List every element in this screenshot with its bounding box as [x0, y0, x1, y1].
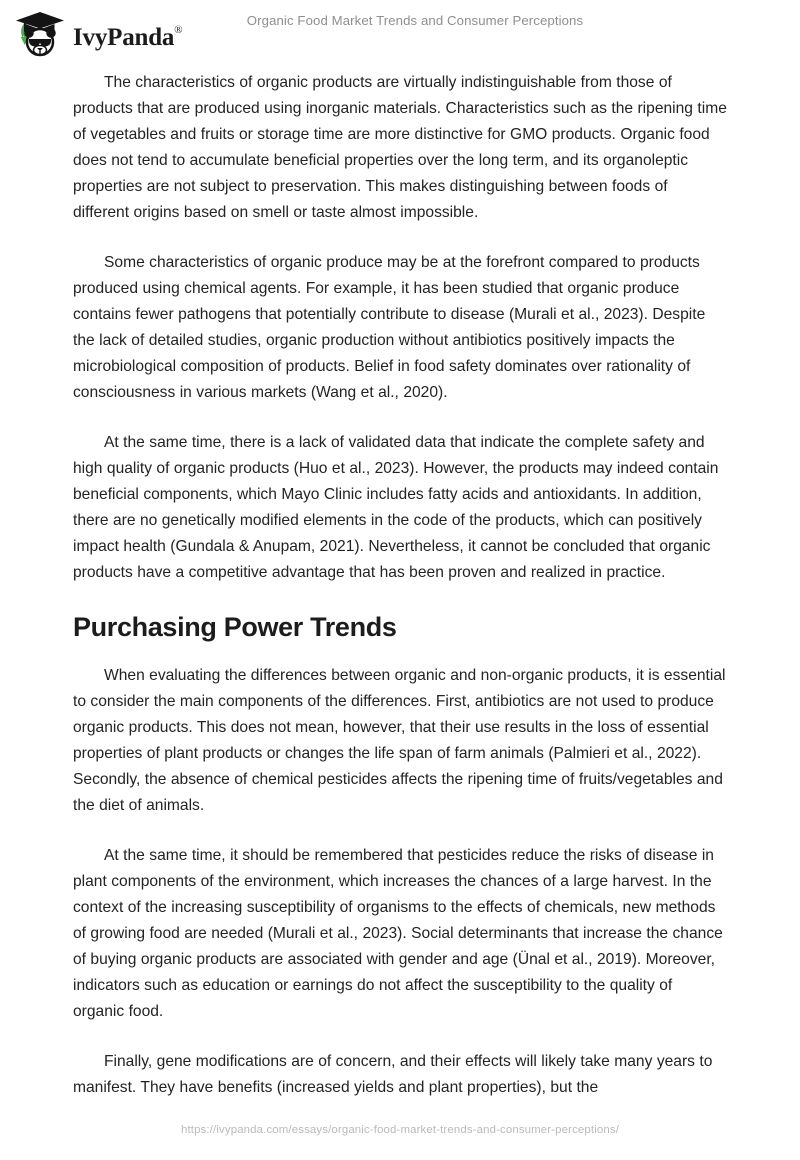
paragraph: Some characteristics of organic produce may be at the forefront compared to products produced using chemical agents. For example, it has been studied that organic produce contains fewer pathogens that potentially contribute to disease (Murali et al., 2023). Despite the lack of detailed studies, organic production without antibiotics positively impacts the microbiological composition of products. Belief in food safety dominates over rationality of consciousness in various markets (Wang et al., 2020). — [73, 254, 706, 401]
paragraph: Finally, gene modifications are of concern, and their effects will likely take many years to manifest. They have benefits (increased yields and plant properties), but the — [73, 1053, 713, 1096]
paragraph: At the same time, it should be remembered that pesticides reduce the risks of disease in plant components of the environment, which increases the chances of a large harvest. In the context of the increasing susceptibility of organisms to the effects of chemicals, new methods of growing food are needed (Murali et al., 2023). Social determinants that increase the chance of buying organic products are associated with gender and age (Ünal et al., 2019). Moreover, indicators such as education or earnings do not affect the susceptibility to the quality of organic food. — [73, 847, 723, 1020]
document-title: Organic Food Market Trends and Consumer Perceptions — [246, 13, 584, 28]
source-url-link[interactable]: https://ivypanda.com/essays/organic-food-market-trends-and-consumer-perceptions/ — [180, 1124, 620, 1136]
brand-name-text: IvyPanda — [73, 23, 175, 51]
paragraph: The characteristics of organic products are virtually indistinguishable from those of products that are produced using inorganic materials. Characteristics such as the ripening time of vegetables and fruits or storage time are more distinctive for GMO products. Organic food does not tend to accumulate beneficial properties over the long term, and its organoleptic properties are not subject to preservation. This makes distinguishing between foods of different origins based on smell or taste almost impossible. — [73, 74, 727, 221]
paragraph: At the same time, there is a lack of validated data that indicate the complete safety and high quality of organic products (Huo et al., 2023). However, the products may indeed contain beneficial components, which Mayo Clinic includes fatty acids and antioxidants. In addition, there are no genetically modified elements in the code of the products, which can positively impact health (Gundala & Anupam, 2021). Nevertheless, it cannot be concluded that organic products have a competitive advantage that has been proven and realized in practice. — [73, 434, 719, 581]
paragraph: When evaluating the differences between organic and non-organic products, it is essential to consider the main components of the differences. First, antibiotics are not used to produce organic products. This does not mean, however, that their use results in the loss of essential properties of plant products or changes the life span of farm animals (Palmieri et al., 2022). Secondly, the absence of chemical pesticides affects the ripening time of fruits/vegetables and the diet of animals. — [73, 667, 726, 814]
brand-trademark-symbol: ® — [174, 24, 183, 37]
section-heading: Purchasing Power Trends — [73, 612, 397, 642]
document-body — [73, 70, 727, 1101]
brand-wordmark — [73, 25, 182, 50]
page-header — [0, 0, 800, 62]
page-footer — [0, 1120, 800, 1138]
